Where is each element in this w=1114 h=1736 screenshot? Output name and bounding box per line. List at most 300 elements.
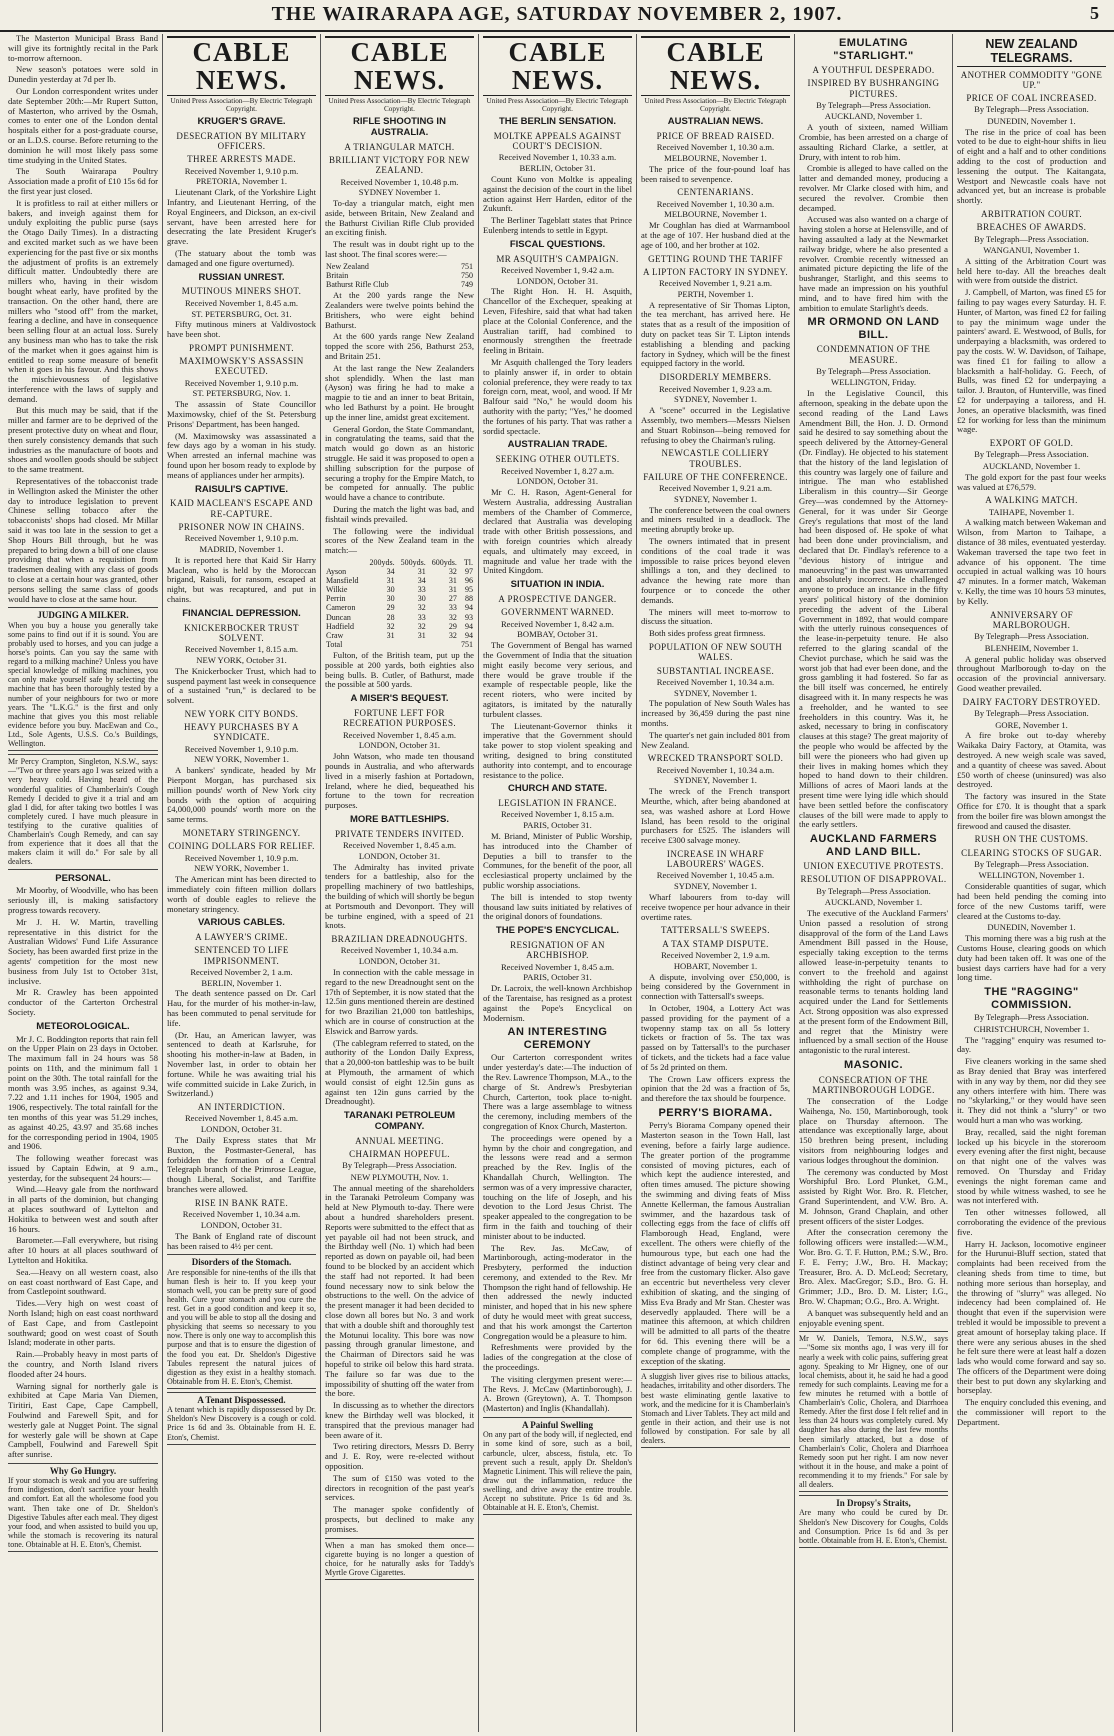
article-subheading: A LIPTON FACTORY IN SYDNEY. xyxy=(642,266,789,277)
dateline: Received November 1, 9.10 p.m. xyxy=(184,377,299,388)
article-subheading: KNICKERBOCKER TRUST SOLVENT. xyxy=(184,622,299,643)
byline: By Telegraph—Press Association. xyxy=(974,708,1089,718)
paragraph: Crombie is alleged to have called on the latter and demanded money, producing a revolver. Mr Clarke closed with him, and secured the revolver. Crombie then decamped. xyxy=(799,163,948,213)
article-subheading: PRIVATE TENDERS INVITED. xyxy=(334,828,465,839)
paragraph: But this much may be said, that if the miller and farmer are to be deprived of the present protective duty on wheat and flour, then surely consistency demands that such industries as the manufacture of boots and shoes and woollen goods should be subject to the same treatment. xyxy=(8,405,158,475)
article-headline: A MISER'S BEQUEST. xyxy=(350,693,449,705)
article-subheading: BRILLIANT VICTORY FOR NEW ZEALAND. xyxy=(329,155,470,176)
advertisement xyxy=(641,1369,790,1448)
advertisement-title: Why Go Hungry. xyxy=(49,1466,117,1476)
advertisement xyxy=(8,607,158,751)
paragraph: The rise in the price of coal has been voted to be due to eight-hour shifts in lieu of eight and a half and to other conditions adding to the cost of production and lessening the output. The Kaitangata, Westport and Newcastle coals have not advanced yet, but an increase is probable shortly. xyxy=(957,126,1106,206)
dateline: DUNEDIN, November 1. xyxy=(987,115,1076,126)
dateline: Received November 2, 1.9 a.m. xyxy=(661,949,770,960)
paragraph: (M. Maximowsky was assassinated a few days ago by a woman in his study. When arrested an infernal machine was found upon her bosom ready to explode by means of appliances under her armpits). xyxy=(167,430,316,480)
paragraph: Mr J. C. Boddington reports that rain fell on the Upper Plain on 23 days in October. The maximum fall in 24 hours was 58 points on 11th, and the minimum fall 1 point on the 30th. The total rainfall for the month was 3.95 inches, as against 9.34, 7.22 and 1.11 inches for 1904, 1905 and 1906, respectively. The total rainfall for the ten months of this year was 51.29 inches, as against 40.25, 43.97 and 35.68 inches for the corresponding period in 1904, 1905 and 1906. xyxy=(8,1033,158,1152)
feature-headline: AUCKLAND FARMERS AND LAND BILL. xyxy=(809,833,938,858)
article-subheading: ARBITRATION COURT. xyxy=(981,209,1082,219)
paragraph: It is reported here that Kaid Sir Harry Maclean, who is held by the Moroccan brigand, Raisuli, for ransom, escaped at night, but was recaptured, and put in chains. xyxy=(167,554,316,604)
article-subheading: A PROSPECTIVE DANGER. xyxy=(498,594,617,605)
paragraph: The Daily Express states that Mr Buxton, the Postmaster-General, has forbidden the formation of a Central Telegraph branch of the Primrose League, though Liberal, Socialist, and Tariffite branches were allowed. xyxy=(167,1135,316,1195)
table-cell: Duncan xyxy=(326,612,351,622)
article-subheading: FAILURE OF THE CONFERENCE. xyxy=(643,471,788,482)
table-cell: 32 xyxy=(417,603,426,613)
paragraph: Sea.—Heavy on all western coast, also on east coast northward of East Cape, and from Castlepoint southward. xyxy=(8,1266,158,1297)
article-subheading: WRECKED TRANSPORT SOLD. xyxy=(647,753,784,764)
paragraph: The proceedings were opened by a hymn by the choir and congregation, and the lessons were read and a sermon preached by the Rev. Inglis of the Khandallah Church, Wellington. The sermon was of a very impressive character, touching on the life of Joseph, and his devotion to the Lord Jesus Christ. The speaker appealed to the congregation to be firm in the faith and touching of their minister about to be inducted. xyxy=(483,1132,632,1241)
paragraph: The gold export for the past four weeks was valued at £76,579. xyxy=(957,471,1106,492)
article-subheading: MR ASQUITH'S CAMPAIGN. xyxy=(496,253,619,264)
byline: By Telegraph—Press Association. xyxy=(974,105,1089,115)
paragraph: Barometer.—Fall everywhere, but rising after 10 hours at all places southward of Lyttelton and Hokitika. xyxy=(8,1235,158,1266)
table-cell: 93 xyxy=(465,612,473,622)
advertisement xyxy=(167,1254,316,1389)
table-header-cell: 600yds. xyxy=(431,557,457,567)
article-subheading: TATTERSALL'S SWEEPS. xyxy=(661,925,770,936)
table-cell: 34 xyxy=(386,567,395,577)
advertisement xyxy=(799,1495,948,1548)
paragraph: The American mint has been directed to immediately coin fifteen million dollars worth of double eagles to relieve the monetary stringency. xyxy=(167,874,316,914)
dateline: SYDNEY, November 1. xyxy=(674,493,757,504)
dateline: WANGANUI, November 1. xyxy=(983,245,1080,256)
article-subheading: SUBSTANTIAL INCREASE. xyxy=(656,665,775,676)
paragraph: Mr Coughlan has died at Warrnambool at the age of 107. Her husband died at the age of 100, and her brother at 102. xyxy=(641,220,790,250)
table-cell: 31 xyxy=(386,576,395,586)
dateline: Received November 1, 10.34 a.m. xyxy=(656,764,775,775)
column-7 xyxy=(952,34,1110,1732)
article-headline: THE BERLIN SENSATION. xyxy=(499,116,616,128)
article-headline: TARANAKI PETROLEUM COMPANY. xyxy=(343,1110,456,1132)
table-cell: Craw xyxy=(326,630,344,640)
advertisement-title: Disorders of the Stomach. xyxy=(191,1257,292,1268)
table-row xyxy=(325,585,474,594)
dateline: Received November 1, 8.15 a.m. xyxy=(184,644,299,655)
dateline: LONDON, October 31. xyxy=(358,956,441,967)
byline: By Telegraph—Press Association. xyxy=(816,886,931,896)
dateline: PERTH, November 1. xyxy=(677,288,754,299)
dateline: HOBART, November 1. xyxy=(673,960,758,971)
article-subheading: ANNIVERSARY OF MARLBOROUGH. xyxy=(989,609,1074,630)
article-subheading: RISE IN BANK RATE. xyxy=(194,1197,289,1208)
table-spacer xyxy=(427,640,458,649)
table-header-cell: Tl. xyxy=(463,557,473,567)
page-number: 5 xyxy=(1090,3,1100,23)
paragraph: The following were the individual scores of the New Zealand team in the match:— xyxy=(325,525,474,556)
article-subheading: CONDEMNATION OF THE MEASURE. xyxy=(816,344,931,365)
table-cell: 88 xyxy=(465,594,473,604)
dateline: BERLIN, November 1. xyxy=(201,977,282,988)
dateline: BLENHEIM, November 1. xyxy=(984,642,1079,653)
advertisement xyxy=(483,1417,632,1515)
dateline: NEW YORK, October 31. xyxy=(196,654,287,665)
paragraph: (Dr. Hau, an American lawyer, was sentenced to death at Karlsruhe, for shooting his mother-in-law at Baden, in November last, in order to obtain her fortune. While he was awaiting trial his wife committed suicide in Lake Zurich, in Switzerland.) xyxy=(167,1029,316,1099)
paragraph: Accused was also wanted on a charge of having stolen a horse at Helensville, and of having assaulted a lady at the Newmarket railway bridge, where he also presented a revolver. Crombie recently witnessed an animated picture depicting the life of the bushranger, Starlight, and this seems to have made an impression on his youthful mind, and to have fired him with the ambition to emulate Starlight's deeds. xyxy=(799,214,948,313)
article-subheading: A YOUTHFUL DESPERADO. xyxy=(812,65,935,76)
press-credit: United Press Association—By Electric Telegraph Copyright. xyxy=(170,96,313,113)
press-credit: United Press Association—By Electric Telegraph Copyright. xyxy=(644,96,787,113)
paragraph: Rain.—Probably heavy in most parts of the country, and North Island rivers flooded after 24 hours. xyxy=(8,1349,158,1379)
paragraph: It is profitless to rail at either millers or bakers, and inveigh against them for unduly exploiting the public purse (says the Otago Daily Times). In a distracting and excited market such as we have been experiencing for the past five or six months the adjustment of profits is an extremely difficult matter. Undoubtedly there are millers who, having in their wisdom bought wheat early, have profited by the transaction. On the other hand, there are millers who "stood off" from the market, fearing a decline, and have in consequence been selling flour at an actual loss. Surely any business man who has to take the risk of the market when it goes against him is entitled to reap some measure of benefit when it goes in his favour. And this shows the mischievousness of legislative interference with the laws of supply and demand. xyxy=(8,197,158,404)
article-subheading: DESECRATION BY MILITARY OFFICERS. xyxy=(176,130,307,152)
paragraph: The Berliner Tageblatt states that Prince Eulenberg intends to settle in Egypt. xyxy=(483,215,632,235)
article-subheading: A TRIANGULAR MATCH. xyxy=(344,141,455,152)
dateline: Received November 1, 8.42 a.m. xyxy=(500,618,615,629)
table-cell: 31 xyxy=(448,576,457,586)
dateline: Received November 1, 9.23 a.m. xyxy=(658,383,773,394)
paragraph: The owners intimated that in present conditions of the coal trade it was impossible to raise prices beyond eleven shillings a ton, and they declined to advance the hewing rate more than fourpence or to concede the other demands. xyxy=(641,536,790,605)
advertisement-text: Mr Percy Crampton, Singleton, N.S.W., says:—"Two or three years ago I was seized with a very heavy cold. Having heard of the wonderful qualities of Chamberlain's Cough Remedy I decided to give it a trial and am glad I did, for after taking two bottles I was completely cured. I have much pleasure in testifying to the curative qualities of Chamberlain's Cough Remedy, and can say from experience that it does all that the makers claim it will do." For sale by all dealers. xyxy=(8,757,158,867)
paragraph: The wreck of the French transport Meurthe, which, after being abandoned at sea, was washed ashore at Lord Howe Island, has been resold to the original purchasers for £525. The islanders will receive £300 salvage money. xyxy=(641,786,790,846)
score-cell: 750 xyxy=(461,270,473,280)
paragraph: The bill is intended to stop twenty thousand law suits initiated by relatives of the original donors of foundations. xyxy=(483,891,632,922)
article-subheading: ANNUAL MEETING. xyxy=(355,1135,444,1146)
article-subheading: RESOLUTION OF DISAPPROVAL. xyxy=(800,874,947,885)
paragraph: Warning signal for northerly gale is exhibited at Cape Maria Van Diemen, Tiritiri, East Cape, Cape Campbell, Foulwind and Farewell Spit, and for westerly gale at Nugget Point. The signal for westerly gale will be shown at Cape Campbell, Foulwind and Farewell Spit after sunrise. xyxy=(8,1380,158,1460)
paragraph: The death sentence passed on Dr. Carl Hau, for the murder of his mother-in-law, has been commuted to penal servitude for life. xyxy=(167,988,316,1028)
section-headline: NEW ZEALAND TELEGRAMS. xyxy=(957,37,1106,67)
table-cell: 31 xyxy=(417,567,426,577)
dateline: BOMBAY, October 31. xyxy=(517,629,598,640)
paragraph: In the Legislative Council, this afternoon, speaking in the debate upon the second reading of the Land Laws Amendment Bill, the Hon. J. D. Ormond said he desired to say something about the speech delivered by the Attorney-General (Dr. Findlay). He objected to his statement that the history of the land legislation of this country was largely one of failure and intrigue. The man who established Liberalism in this country—Sir George Grey—was condemned by the Attorney-General, for it was under Sir George Grey's regulations that most of the land had been disposed of. He spoke of what had been done under provincialism, and declared that Dr. Findlay's reference to a "devious history of intrigue and manoeuvring" in the past was unwarranted and absolutely incorrect. He challenged anyone to produce an instance in the fifty years' political history of the dominion preceding the advent of the Liberal Government in 1892, that would compare with the utterly ruinous consequences of the lease-in-perpetuity tenure. He also referred to the glaring scandal of the Cheviot purchase, which he said was the worst job that had ever been done, and the gross gambling it had fostered. So far as the bill itself was concerned, he entirely disagreed with it. In many respects he was a freeholder, and he wanted to see freeholders in this country. Was it, he asked, necessary to bring in confiscatory clauses at this stage? The great majority of the people who would be affected by the bill were the pioneers who had given up their lives in making homes which they hoped to hand down to their children. Millions of acres of Maori lands at the present time were lying idle which should have been settled before the confiscatory clauses of the bill were made to apply to the early settlers. xyxy=(799,388,948,830)
article-headline: RUSSIAN UNREST. xyxy=(198,271,285,283)
paragraph: The Admiralty has invited private tenders for a battleship, also for the propelling machinery of two battleships, the building of which will shortly be begun at Portsmouth and Devonport. They will be turbine engined, with a speed of 21 knots. xyxy=(325,861,474,931)
table-cell: 97 xyxy=(465,567,473,577)
paragraph: Tides.—Very high on west coast of North Island; high on east coast northward of East Cape, and from Castlepoint southward; good on west coast of South Island; moderate in other parts. xyxy=(8,1298,158,1348)
paragraph: In October, 1904, a Lottery Act was passed providing for the payment of a twopenny stamp tax on all 5s lottery tickets or fraction of 5s. The tax was passed on by Tattersall's to the purchaser of tickets, and the tickets had a face value of 5s 2d printed on them. xyxy=(641,1002,790,1072)
feature-headline: AN INTERESTING CEREMONY xyxy=(507,1026,608,1051)
dateline: PARIS, October 31. xyxy=(523,820,592,831)
table-header-cell xyxy=(325,558,365,567)
advertisement xyxy=(8,1463,158,1552)
paragraph: Dr. Lacroix, the well-known Archbishop of the Tarentaise, has resigned as a protest against the Pope's Encyclical on Modernism. xyxy=(483,983,632,1023)
dateline: Received November 1, 10.30 a.m. xyxy=(656,142,775,153)
dateline: CHRISTCHURCH, November 1. xyxy=(973,1023,1090,1034)
table-cell: 95 xyxy=(465,585,473,595)
article-subheading: ANOTHER COMMODITY "GONE UP." xyxy=(960,69,1103,90)
byline: By Telegraph—Press Association. xyxy=(974,859,1089,869)
dateline: LONDON, October 31. xyxy=(200,1219,283,1230)
press-credit: United Press Association—By Electric Telegraph Copyright. xyxy=(486,96,629,113)
dateline: WELLINGTON, Friday. xyxy=(831,377,916,388)
article-subheading: A WALKING MATCH. xyxy=(985,495,1078,506)
article-headline: METEOROLOGICAL. xyxy=(36,1020,130,1032)
paragraph: Fifty mutinous miners at Valdivostock have been shot. xyxy=(167,319,316,340)
paragraph: The miners will meet to-morrow to discuss the situation. xyxy=(641,606,790,627)
column-2 xyxy=(162,34,320,1732)
dateline: Received November 1, 10.33 a.m. xyxy=(498,152,617,163)
advertisement-text: Are responsible for nine-tenths of the ills that human flesh is heir to. If you keep your stomach well, you can be pretty sure of good health. Cure your stomach and you cure the rest. Get in a good condition and keep it so, and you will be able to stop all the dosing and physicking that seems so necessary to you now. There is only one way to accomplish this purpose and that is to ensure the digestion of the food you eat. Dr. Sheldon's Digestive Tabules represent the natural juices of digestion as they exist in a healthy stomach. Obtainable from H. E. Eton's, Chemist. xyxy=(167,1267,316,1386)
dateline: LONDON, October 31. xyxy=(358,850,441,861)
dateline: Received November 1, 9.10 p.m. xyxy=(184,743,299,754)
paragraph: In connection with the cable message in regard to the new Dreadnought sent on the 17th of September, it is now stated that the 12.5in guns mentioned therein are destined for two Brazilian 21,000 ton battleships, which are in course of construction at the Elswick and Barrow yards. xyxy=(325,967,474,1036)
table-row xyxy=(325,594,474,603)
paragraph: The result was in doubt right up to the last shoot. The final scores were:— xyxy=(325,239,474,260)
table-cell: 33 xyxy=(448,603,457,613)
article-subheading: A LAWYER'S CRIME. xyxy=(195,932,288,943)
advertisement-text: On any part of the body will, if neglected, end in some kind of sore, such as a boil, carbuncle, ulcer, abscess, fistula, etc. To prevent such a result, apply Dr. Sheldon's Magnetic Liniment. This will relieve the pain, draw out the inflammation, reduce the swelling, and drive away the entire trouble. Accept no substitute. Price 1s 6d and 3s. Obtainable at H. E. Eton's, Chemist. xyxy=(483,1430,632,1513)
article-subheading: COINING DOLLARS FOR RELIEF. xyxy=(168,841,315,852)
table-cell: 32 xyxy=(448,630,457,640)
section-masthead: CABLE NEWS. xyxy=(167,36,316,96)
advertisement-text: When a man has smoked them once—cigarette buying is no longer a question of choice, for he naturally asks for Taddy's Myrtle Grove Cigarettes. xyxy=(325,1540,474,1577)
paragraph: Five cleaners working in the same shed as Bray denied that Bray was interfered with in any way by them, nor did they see any others interfere with him. There was no "skylarking," or they would have seen it. They did not think a "slurry" or two would hurt a man who was working. xyxy=(957,1056,1106,1125)
table-spacer xyxy=(365,640,396,649)
article-subheading: CLEARING STOCKS OF SUGAR. xyxy=(961,847,1102,858)
article-subheading: BRAZILIAN DREADNOUGHTS. xyxy=(331,934,468,945)
dateline: WELLINGTON, November 1. xyxy=(978,870,1085,881)
table-row xyxy=(325,603,474,612)
paragraph: A walking match between Wakeman and Wilson, from Marton to Taihape, a distance of 38 miles, eventuated yesterday. Wakeman traversed the tape two feet in advance of his opponent. The time occupied in actual walking was 10 hours 47 minutes. In a former match, Wakeman v. Kelly, the time was 10 hours 53 minutes, by Kelly. xyxy=(957,517,1106,606)
score-row xyxy=(325,262,474,271)
article-subheading: LEGISLATION IN FRANCE. xyxy=(498,798,617,809)
columns xyxy=(4,34,1110,1732)
dateline: Received November 1, 10.9 p.m. xyxy=(184,852,299,863)
article-headline: PERSONAL. xyxy=(55,872,111,884)
paragraph: The Rev. Jas. McCaw, of Martinborough, acting-moderator in the Presbytery, performed the induction ceremony, and extended to the Rev. Mr Thompson the right hand of fellowship. He then addressed the newly inducted minister, and hoped that in his new sphere of duty he would meet with great success, and that his work amongst the Carterton Congregation would be a pleasure to him. xyxy=(483,1242,632,1341)
paragraph: Perry's Biorama Company opened their Masterton season in the Town Hall, last evening, before a fairly large audience. The greater portion of the programme consisted of moving pictures, each of which kept the audience interested, and often times amused. The picture showing the swimming and diving feats of Miss Annette Kellerman, the famous Australian swimmer, and the hazardous task of collecting eggs from the face of cliffs off Flamborough Head, England, were excellent. The others were chiefly of the humourous type, but each one had the distinct advantage of being very clear and free from the customary flicker. Also gave an eccentric but nevertheless very clever exhibition of skating, and the singing of Miss Eva Brady and Mr Stan. Chester was deservedly applauded. There will be a matinee this afternoon, at which children will be admitted to all parts of the theatre for 6d. This evening there will be a complete change of programme, with the exception of the skating. xyxy=(641,1120,790,1366)
article-headline: AUSTRALIAN TRADE. xyxy=(507,439,608,451)
table-cell: Ayson xyxy=(326,567,347,577)
table-cell: 29 xyxy=(448,621,457,631)
dateline: Received November 1, 10.45 a.m. xyxy=(656,870,775,881)
paragraph: The annual meeting of the shareholders in the Taranaki Petroleum Company was held at New Plymouth to-day. There were about a hundred shareholders present. Reports were submitted to the effect that as yet payable oil had not been struck, and the Birthday well (No. 1) which had been reported as down on payable oil, had been found to be blocked by an accident which the staff had not reported. It had been found necessary now to sink below the obstructions to the well. On the advice of the present manager it had been decided to close down all bores but No. 3 and work that with a double shift and thoroughly test the Motunui locality. This bore was now passing through granular limestone, and the Chairman of Directors said he was hopeful to strike oil below this hard strata. The failure so far was due to the impossibility of shutting off the water from the bore. xyxy=(325,1182,474,1399)
article-subheading: PRISONER NOW IN CHAINS. xyxy=(178,521,305,532)
paragraph: M. Briand, Minister of Public Worship, has introduced into the Chamber of Deputies a bill to transfer to the Communes, for the benefit of the poor, all ecclesiastical property unclaimed by the public worship associations. xyxy=(483,831,632,890)
advertisement-title: JUDGING A MILKER. xyxy=(37,610,129,621)
article-subheading: INCREASE IN WHARF LABOURERS' WAGES. xyxy=(666,848,765,870)
article-subheading: CHAIRMAN HOPEFUL. xyxy=(349,1149,450,1160)
dateline: Received November 1, 10.34 a.m. xyxy=(656,676,775,687)
dateline: Received November 1, 9.42 a.m. xyxy=(500,264,615,275)
dateline: Received November 1, 8.15 a.m. xyxy=(500,809,615,820)
paragraph: Two retiring directors, Messrs D. Berry and J. E. Roy, were re-elected without opposition. xyxy=(325,1441,474,1471)
dateline: NEW PLYMOUTH, Nov. 1. xyxy=(350,1171,449,1182)
dateline: Received November 1, 8.45 a.m. xyxy=(184,297,299,308)
table-cell: 32 xyxy=(386,621,395,631)
paragraph: The sum of £150 was voted to the directors in recognition of the past year's services. xyxy=(325,1472,474,1503)
table-cell: 94 xyxy=(465,630,473,640)
feature-headline: EMULATING "STARLIGHT." xyxy=(833,37,914,62)
table-cell: Perrin xyxy=(326,594,346,604)
score-summary xyxy=(325,262,474,289)
article-subheading: INSPIRED BY BUSHRANGING PICTURES. xyxy=(807,78,940,99)
dateline: Received November 1, 8.45 a.m. xyxy=(500,961,615,972)
article-subheading: MOLTKE APPEALS AGAINST COURT'S DECISION. xyxy=(493,130,622,152)
score-row xyxy=(325,271,474,280)
article-subheading: NEWCASTLE COLLIERY TROUBLES. xyxy=(661,448,770,469)
article-subheading: THREE ARRESTS MADE. xyxy=(187,154,296,165)
feature-headline: THE "RAGGING" COMMISSION. xyxy=(984,986,1079,1011)
paragraph: The Government of Bengal has warned the Government of India that the situation might easily become very serious, and there would be grave trouble if the example of respectable people, like the recent rioters, who were incited by agitators, is imitated by the naturally turbulent classes. xyxy=(483,640,632,719)
paragraph: After the consecration ceremony the following officers were installed:—W.M., Wor. Bro. G. T. F. Hutton, P.M.; S.W., Bro. F. E. Ferry; J.W., Bro. H. Mackay; Treasurer, Bro. A. D. McLeod; Secretary, Bro. Alex. MacGregor; S.D., Bro. G. H. Grimmer; J.D., Bro. D. M. Lister; I.G., Bro. W. Chapman; O.G., Bro. A. Wright. xyxy=(799,1227,948,1306)
paragraph: At the 200 yards range the New Zealanders were twelve points behind the Britishers, who were eight behind Bathurst. xyxy=(325,290,474,330)
dateline: ST. PETERSBURG, Nov. 1. xyxy=(192,388,291,399)
article-subheading: GOVERNMENT WARNED. xyxy=(501,607,614,618)
table-row xyxy=(325,576,474,585)
paragraph: Mr C. H. Rason, Agent-General for Western Australia, addressing Australian members of the Chamber of Commerce, declared that Australia was developing trade with other British possessions, and with foreign countries which already equals, and ultimately may exceed, in magnitude and value her trade with the United Kingdom. xyxy=(483,487,632,576)
table-cell: 94 xyxy=(465,603,473,613)
paragraph: The Masterton Municipal Brass Band will give its fortnightly recital in the Park to-morrow afternoon. xyxy=(8,34,158,63)
article-subheading: PRICE OF BREAD RAISED. xyxy=(656,130,775,141)
table-cell: Wilkie xyxy=(326,585,348,595)
article-headline: SITUATION IN INDIA. xyxy=(510,579,605,591)
paragraph: Representatives of the tobacconist trade in Wellington asked the Minister the other day to introduce legislation to prevent Chinese selling tobacco after the tobacconists' shops had closed. Mr Millar said it was too late in the session to get a Shop Hours Bill through, but he was prepared to bring down a bill of one clause providing that when a requisition from tradesmen dealing with any class of goods to close at a certain hour was granted, other persons selling the same class of goods would have to close at the same hour. xyxy=(8,476,158,604)
paragraph: General Gordon, the State Commandant, in congratulating the teams, said that the match would go down as an historic struggle. He said it was proposed to open a shilling subscription for the purpose of securing a trophy for the Empire Match, to be competed for annually. The public would have a chance to contribute. xyxy=(325,423,474,503)
dateline: PRETORIA, November 1. xyxy=(195,176,288,187)
advertisement-text: Mr W. Daniels, Temora, N.S.W., says—"Some six months ago, I was very ill for nearly a week with colic pains, suffering great agony. Speaking to Mr Higney, one of our local chemists, about it, he said he had a good remedy for such complaints. Leaving me for a few minutes he returned with a bottle of Chamberlain's Colic, Cholera, and Diarrhoea Remedy. After the first dose I felt relief and in less than 24 hours was completely cured. My daughter has also during the last few months been similarly attacked, but a dose of Chamberlain's Colic, Cholera and Diarrhoea Remedy soon put her right. I am now never without it in the house, and make a point of recommending it to my friends." For sale by all dealers. xyxy=(799,1334,948,1490)
table-cell: 33 xyxy=(417,612,426,622)
dateline: ST. PETERSBURG, Oct. 31. xyxy=(191,308,292,319)
article-subheading: PRICE OF COAL INCREASED. xyxy=(966,93,1097,103)
dateline: Received November 2, 1 a.m. xyxy=(190,966,293,977)
dateline: DUNEDIN, November 1. xyxy=(987,922,1076,933)
table-cell: 32 xyxy=(417,621,426,631)
section-masthead: CABLE NEWS. xyxy=(483,36,632,96)
column-1 xyxy=(4,34,162,1732)
article-subheading: RUSH ON THE CUSTOMS. xyxy=(974,834,1089,845)
article-subheading: A TAX STAMP DISPUTE. xyxy=(662,938,769,949)
table-spacer xyxy=(396,640,427,649)
table-row xyxy=(325,613,474,622)
dateline: MELBOURNE, November 1. xyxy=(664,209,767,220)
paragraph: The visiting clergymen present were:—The Revs. J. McCaw (Martinborough), J. A. Brown (Greytown), A. T. Thompson (Masterton) and Inglis (Khandallah). xyxy=(483,1373,632,1414)
paragraph: The following weather forecast was issued by Captain Edwin, at 9 a.m., yesterday, for the subsequent 24 hours:— xyxy=(8,1153,158,1183)
masthead-title: THE WAIRARAPA AGE, SATURDAY NOVEMBER 2, 1907. xyxy=(271,3,843,25)
paragraph: Lieutenant Clark, of the Yorkshire Light Infantry, and Lieutenant Herring, of the Royal Engineers, and Dickson, an ex-civil servant, have been arrested here for desecrating the late President Kruger's grave. xyxy=(167,187,316,247)
table-cell: 94 xyxy=(465,621,473,631)
paragraph: A sitting of the Arbitration Court was held here to-day. All the breaches dealt with were from outside the district. xyxy=(957,255,1106,286)
paragraph: Count Kuno von Moltke is appealing against the decision of the court in the libel action against Herr Harden, editor of the Zukunft. xyxy=(483,174,632,214)
dateline: Received November 1, 8.45 a.m. xyxy=(184,1113,299,1124)
dateline: BERLIN, October 31. xyxy=(519,163,596,174)
column-3 xyxy=(320,34,478,1732)
article-subheading: CONSECRATION OF THE MARTINBOROUGH LODGE. xyxy=(812,1074,935,1095)
paragraph: The Bank of England rate of discount has been raised to 4½ per cent. xyxy=(167,1230,316,1251)
paragraph: John Watson, who made ten thousand pounds in Australia, and who afterwards lived in a miserly fashion at Portadown, Ireland, where he died, bequeathed his fortune to the town for recreation purposes. xyxy=(325,751,474,811)
article-headline: FISCAL QUESTIONS. xyxy=(509,238,606,250)
paragraph: The South Wairarapa Poultry Association made a profit of £10 15s 6d for the first year just closed. xyxy=(8,166,158,196)
article-headline: FINANCIAL DEPRESSION. xyxy=(182,607,301,619)
table-cell: 33 xyxy=(417,585,426,595)
paragraph: (The cablegram referred to stated, on the authority of the London Daily Express, that a 20,000-ton battleship was to be built at Plymouth, the armament of which would consist of eight 12.5in guns as against ten 12in guns carried by the Dreadnought). xyxy=(325,1037,474,1107)
section-masthead: CABLE NEWS. xyxy=(325,36,474,96)
dateline: GORE, November 1. xyxy=(995,719,1068,730)
advertisement-title: A Tenant Dispossessed. xyxy=(197,1394,286,1405)
score-cell: 749 xyxy=(461,280,473,290)
dateline: AUCKLAND, November 1. xyxy=(824,897,923,908)
press-credit: United Press Association—By Electric Telegraph Copyright. xyxy=(328,96,471,113)
advertisement xyxy=(325,1538,474,1580)
feature-headline: PERRY'S BIORAMA. xyxy=(658,1106,773,1119)
article-subheading: KAID MACLEAN'S ESCAPE AND RE-CAPTURE. xyxy=(170,498,313,519)
individual-scores-table xyxy=(325,558,474,649)
feature-headline: MASONIC. xyxy=(844,1059,903,1072)
byline: By Telegraph—Press Association. xyxy=(974,632,1089,642)
paragraph: Harry H. Jackson, locomotive engineer for the Hurunui-Bluff section, stated that complaints had been received from the cleaning sheds from time to time, but nothing more serious than horseplay, and the throwing of "slurry" was alleged. No indecency had been complained of. He thought that even if the supervision were trebled it would be impossible to prevent a great amount of horseplay taking place. If there were any serious abuses in the shed he felt sure there were at least half a dozen lads who would come forward and say so. The officers of the Department were doing their best to put down any skylarking and horseplay. xyxy=(957,1238,1106,1396)
dateline: NEW YORK, November 1. xyxy=(194,754,289,765)
score-cell: Bathurst Rifle Club xyxy=(326,280,389,290)
dateline: SYDNEY, November 1. xyxy=(674,775,757,786)
table-cell: 27 xyxy=(448,594,457,604)
score-cell: Britain xyxy=(326,270,349,280)
article-subheading: MONETARY STRINGENCY. xyxy=(182,828,301,839)
table-total-value: 751 xyxy=(461,639,473,649)
paragraph: Both sides profess great firmness. xyxy=(649,628,766,639)
article-headline: KRUGER'S GRAVE. xyxy=(197,116,286,128)
paragraph: The ceremony was conducted by Most Worshipful Bro. Lord Plunket, G.M., assisted by Right Wor. Bro. R. Fletcher, Grand Superintendent, and V.W. Bro. A. M. Johnson, Grand Chaplain, and other present officers of the sister Lodges. xyxy=(799,1166,948,1226)
table-row xyxy=(325,631,474,640)
article-subheading: UNION EXECUTIVE PROTESTS. xyxy=(803,861,944,872)
dateline: LONDON, October 31. xyxy=(516,275,599,286)
column-6 xyxy=(794,34,952,1732)
article-headline: MORE BATTLESHIPS. xyxy=(349,813,450,825)
table-header-row xyxy=(325,558,474,567)
table-cell: 30 xyxy=(386,585,395,595)
table-cell: 32 xyxy=(448,612,457,622)
table-total-label: Total xyxy=(326,639,343,649)
paragraph: The conference between the coal owners and miners resulted in a deadlock. The meeting abruptly broke up. xyxy=(641,504,790,535)
table-cell: 96 xyxy=(465,576,473,586)
paragraph: The population of New South Wales has increased by 36,459 during the past nine months. xyxy=(641,698,790,728)
article-headline: RIFLE SHOOTING IN AUSTRALIA. xyxy=(353,116,446,138)
dateline: LONDON, October 31. xyxy=(200,1124,283,1135)
table-cell: 30 xyxy=(417,594,426,604)
article-subheading: NEW YORK CITY BONDS. xyxy=(184,708,299,719)
article-subheading: CENTENARIANS. xyxy=(677,187,754,198)
article-subheading: PROMPT PUNISHMENT. xyxy=(189,342,294,353)
paragraph: A youth of sixteen, named William Crombie, has been arrested on a charge of assaulting Richard Clarke, a settler, at Drury, with intent to rob him. xyxy=(799,122,948,162)
dateline: AUCKLAND, November 1. xyxy=(982,461,1081,472)
table-cell: 30 xyxy=(386,594,395,604)
article-subheading: DISORDERLY MEMBERS. xyxy=(659,372,772,383)
article-subheading: FORTUNE LEFT FOR RECREATION PURPOSES. xyxy=(342,708,457,729)
article-subheading: GETTING ROUND THE TARIFF xyxy=(648,253,783,264)
paragraph: To-day a triangular match, eight men aside, between Britain, New Zealand and the Bathurst Civilian Rifle Club provided an exciting finish. xyxy=(325,198,474,238)
article-subheading: SEEKING OTHER OUTLETS. xyxy=(495,454,620,465)
paragraph: Wind.—Heavy gale from the northward in all parts of the dominion, but changing at places southward of Lyttelton and Hokitika to between west and south after 16 hours. xyxy=(8,1184,158,1234)
paragraph: Our Carterton correspondent writes under yesterday's date:—The induction of the Rev. Lawrence Thompson, M.A., to the charge of St. Andrew's Presbyterian Church, Carterton, took place to-night. There was a large assemblage to witness the ceremony, including members of the congregation of Knox Church, Masterton. xyxy=(483,1052,632,1131)
dateline: LONDON, October 31. xyxy=(358,740,441,751)
score-cell: 751 xyxy=(461,261,473,271)
article-subheading: SENTENCED TO LIFE IMPRISONMENT. xyxy=(194,945,289,966)
score-cell: New Zealand xyxy=(326,261,369,271)
paragraph: The quarter's net gain included 801 from New Zealand. xyxy=(641,729,790,750)
paragraph: The assassin of State Councillor Maximowsky, chief of the St. Petersburg Prisons' Department, has been hanged. xyxy=(167,399,316,429)
paragraph: At the last range the New Zealanders shot splendidly. When the last man (Ayson) was firing he had to make a magpie to tie and an inner to beat Britain, who led Bathurst by a point. He brought up the inner line, amidst great excitement. xyxy=(325,362,474,422)
paragraph: A banquet was subsequently held and an enjoyable evening spent. xyxy=(799,1307,948,1328)
score-row xyxy=(325,280,474,289)
advertisement xyxy=(167,1392,316,1445)
paragraph: Considerable quantities of sugar, which had been held pending the coming into force of the new Customs tariff, were cleared at the Customs to-day. xyxy=(957,881,1106,921)
dateline: Received November 1, 9.10 p.m. xyxy=(184,533,299,544)
article-subheading: DAIRY FACTORY DESTROYED. xyxy=(962,696,1101,707)
paragraph: Ten other witnesses followed, all corroborating the evidence of the previous five. xyxy=(957,1207,1106,1237)
advertisement xyxy=(8,754,158,869)
dateline: Received November 1, 9.21 a.m. xyxy=(658,278,773,289)
article-headline: CHURCH AND STATE. xyxy=(507,783,608,795)
masthead xyxy=(0,0,1114,32)
dateline: Received November 1, 10.48 p.m. xyxy=(340,176,459,187)
paragraph: The enquiry concluded this evening, and the commissioner will report to the Department. xyxy=(957,1397,1106,1427)
article-subheading: BREACHES OF AWARDS. xyxy=(976,222,1087,233)
article-headline: AUSTRALIAN NEWS. xyxy=(667,116,764,128)
dateline: TAIHAPE, November 1. xyxy=(988,506,1075,517)
paragraph: The price of the four-pound loaf has been raised to sevenpence. xyxy=(641,163,790,184)
paragraph: This morning there was a big rush at the Customs House, clearing goods on which duty had been taken off. It was one of the busiest days carriers have had for a very long time. xyxy=(957,933,1106,983)
table-cell: 31 xyxy=(417,630,426,640)
paragraph: Mr J. H. W. Martin, travelling representative in this district for the Australian Widows' Fund Life Assurance Society, has been awarded first prize in the agents' competition for the most new business from July 1st to October 31st, inclusive. xyxy=(8,916,158,986)
article-subheading: MAXIMOWSKY'S ASSASSIN EXECUTED. xyxy=(179,356,304,377)
